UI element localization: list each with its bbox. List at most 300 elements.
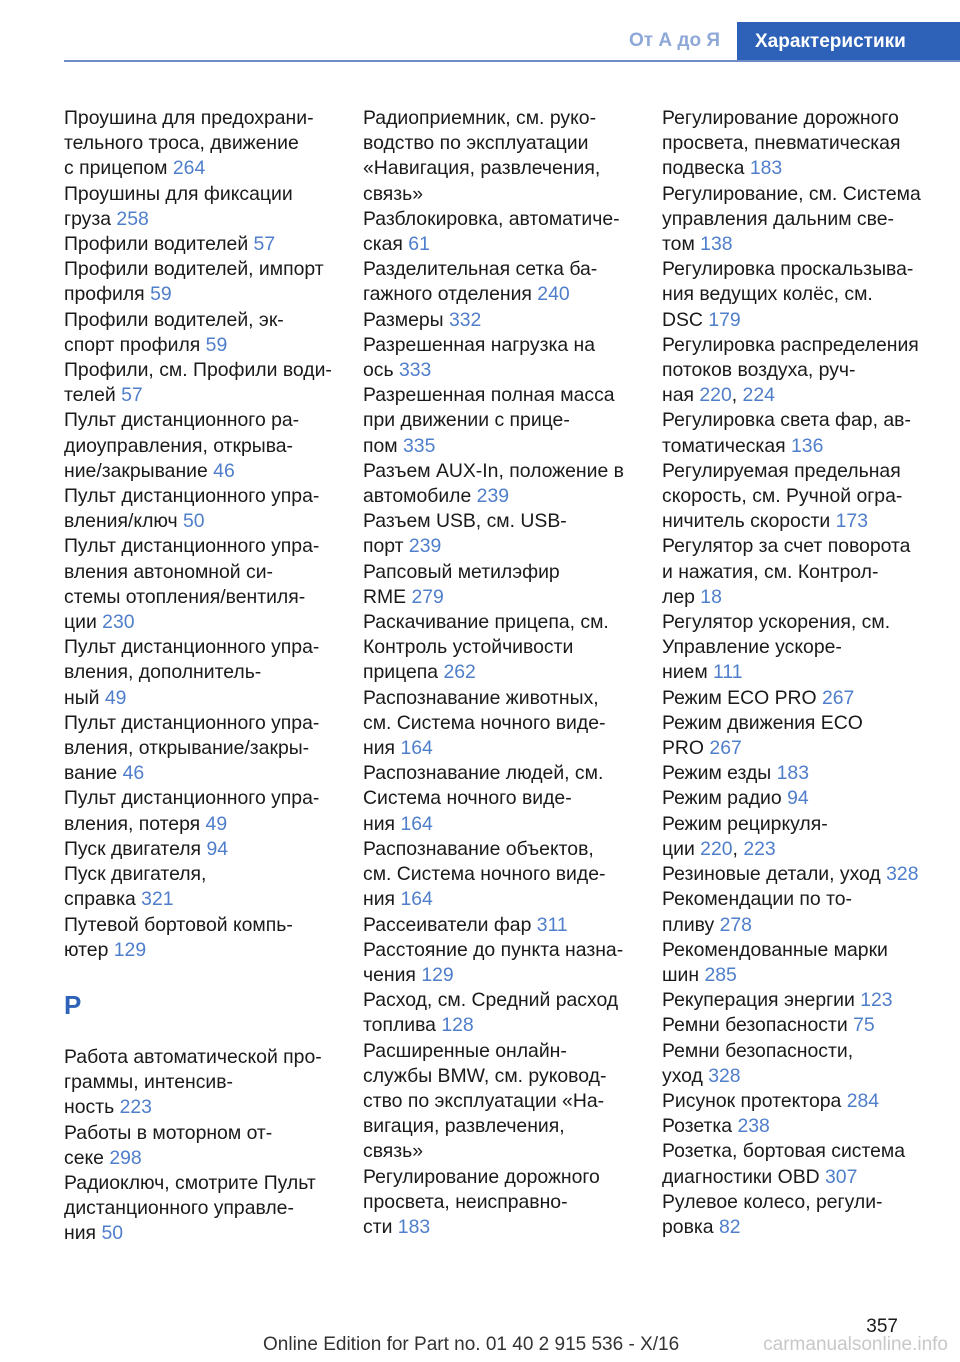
- index-entry: [662, 887, 952, 937]
- entry-text: Распознавание объектов,: [363, 837, 594, 860]
- entry-line: [64, 736, 332, 761]
- entry-line: [662, 1089, 952, 1114]
- page-link[interactable]: 335: [403, 434, 436, 457]
- entry-text: шин: [662, 963, 705, 986]
- section-tab[interactable]: Характеристики: [737, 22, 960, 62]
- entry-line: [64, 635, 332, 660]
- index-entry: [662, 459, 952, 535]
- entry-text: просвета, неисправно‐: [363, 1190, 568, 1213]
- entry-line: [64, 560, 332, 585]
- entry-line: [64, 1171, 332, 1196]
- entry-line: [64, 1095, 332, 1120]
- entry-line: [662, 786, 952, 811]
- index-entry: [662, 988, 952, 1013]
- entry-text: прицепа: [363, 661, 444, 684]
- entry-line: [64, 257, 332, 282]
- watermark: carmanualsonline.info: [763, 1334, 948, 1355]
- page-link[interactable]: 138: [700, 233, 733, 256]
- entry-text: пливу: [662, 913, 720, 936]
- entry-line: [64, 711, 332, 736]
- page-link[interactable]: 321: [141, 888, 174, 911]
- entry-text: Радиоприемник, см. руко‐: [363, 107, 597, 129]
- entry-line: [662, 1190, 952, 1215]
- index-entry: [64, 232, 332, 257]
- entry-text: Рисунок протектора: [662, 1089, 847, 1112]
- entry-line: [363, 434, 633, 459]
- entry-text: просвета, пневматическая: [662, 132, 901, 155]
- entry-text: ничитель скорости: [662, 510, 836, 533]
- page-link[interactable]: 164: [400, 812, 433, 835]
- entry-line: [662, 635, 952, 660]
- entry-line: [662, 207, 952, 232]
- index-entry: [363, 761, 633, 837]
- entry-line: [662, 686, 952, 711]
- page-link[interactable]: 94: [787, 787, 809, 810]
- entry-line: [363, 913, 633, 938]
- entry-text: диоуправления, открыва‐: [64, 434, 294, 457]
- entry-text: спорт профиля: [64, 333, 206, 356]
- entry-line: [662, 938, 952, 963]
- entry-line: [64, 887, 332, 912]
- entry-text: Рассеиватели фар: [363, 913, 537, 936]
- page-link[interactable]: 46: [213, 459, 235, 482]
- entry-line: [662, 610, 952, 635]
- entry-line: [662, 963, 952, 988]
- entry-text: потоков воздуха, руч‐: [662, 359, 856, 382]
- entry-line: [662, 1039, 952, 1064]
- entry-line: [64, 509, 332, 534]
- entry-text: Профили водителей, эк‐: [64, 308, 284, 331]
- entry-text: Радиоключ, смотрите Пульт: [64, 1171, 316, 1194]
- entry-line: [363, 988, 633, 1013]
- entry-text: Пульт дистанционного упра‐: [64, 787, 320, 810]
- entry-line: [662, 660, 952, 685]
- entry-line: [363, 182, 633, 207]
- entry-text: ная: [662, 384, 700, 407]
- entry-line: [64, 434, 332, 459]
- entry-text: профиля: [64, 283, 151, 306]
- entry-line: [363, 131, 633, 156]
- index-entry: [363, 560, 633, 610]
- page-link[interactable]: 111: [713, 661, 743, 684]
- entry-line: [64, 358, 332, 383]
- index-column-3: [662, 106, 952, 1240]
- entry-text: см. Система ночного виде‐: [363, 711, 606, 734]
- entry-text: уход: [662, 1064, 709, 1087]
- page-link[interactable]: 173: [835, 510, 868, 533]
- entry-text: Разделительная сетка ба‐: [363, 258, 598, 281]
- entry-text: Рекомендации по то‐: [662, 888, 853, 911]
- entry-text: Пуск двигателя,: [64, 863, 207, 886]
- entry-line: [64, 308, 332, 333]
- entry-text: Управление ускоре‐: [662, 636, 842, 659]
- index-entry: [662, 257, 952, 333]
- entry-text: Проушины для фиксации: [64, 182, 293, 205]
- page-link[interactable]: 239: [476, 485, 510, 508]
- entry-line: [363, 282, 633, 307]
- entry-text: Регулятор за счет поворота: [662, 535, 911, 558]
- entry-text: ный: [64, 686, 105, 709]
- entry-line: [363, 484, 633, 509]
- entry-text: ровка: [662, 1215, 719, 1238]
- entry-text: Розетка, бортовая система: [662, 1140, 906, 1163]
- page-link[interactable]: 279: [411, 585, 444, 608]
- index-entry: [363, 1165, 633, 1241]
- entry-line: [662, 282, 952, 307]
- index-entry: [662, 534, 952, 610]
- entry-line: [662, 484, 952, 509]
- entry-line: [64, 333, 332, 358]
- entry-text: Система ночного виде‐: [363, 787, 572, 810]
- entry-line: [662, 459, 952, 484]
- entry-line: [363, 686, 633, 711]
- entry-line: [64, 1221, 332, 1246]
- page-link[interactable]: 285: [704, 963, 737, 986]
- entry-text: Рекуперация энергии: [662, 989, 861, 1012]
- entry-text: Пуск двигателя: [64, 837, 207, 860]
- index-entry: [363, 308, 633, 333]
- entry-text: тельного троса, движение: [64, 132, 299, 155]
- page-link[interactable]: 239: [408, 535, 442, 558]
- entry-line: [64, 761, 332, 786]
- entry-text: вления, дополнитель‐: [64, 661, 262, 684]
- entry-text: управления дальним све‐: [662, 207, 894, 230]
- page-link[interactable]: 284: [846, 1089, 880, 1112]
- page-link[interactable]: 61: [408, 233, 430, 256]
- page-link[interactable]: 262: [443, 661, 476, 684]
- index-entry: [363, 106, 633, 207]
- page-link[interactable]: 136: [791, 434, 824, 457]
- entry-line: [64, 282, 332, 307]
- entry-text: секе: [64, 1146, 110, 1169]
- index-entry: [363, 610, 633, 686]
- entry-line: [64, 1045, 332, 1070]
- page-link[interactable]: 129: [113, 938, 147, 961]
- entry-text: Разрешенная полная масса: [363, 384, 615, 407]
- entry-line: [64, 1070, 332, 1095]
- entry-text: Ремни безопасности,: [662, 1039, 854, 1062]
- entry-text: Профили, см. Профили води‐: [64, 359, 332, 382]
- page-link[interactable]: 223: [743, 837, 776, 860]
- entry-line: [64, 610, 332, 635]
- entry-text: Регулировка распределения: [662, 333, 919, 356]
- entry-text: связь»: [363, 1140, 424, 1163]
- page-link[interactable]: 50: [101, 1222, 124, 1245]
- page-link[interactable]: 220: [700, 837, 733, 860]
- entry-line: [662, 106, 952, 131]
- entry-line: [64, 660, 332, 685]
- entry-text: ось: [363, 359, 399, 382]
- section-letter: Р: [64, 989, 82, 1020]
- entry-line: [363, 761, 633, 786]
- page-link[interactable]: 183: [749, 157, 783, 180]
- index-entry: [64, 534, 332, 635]
- entry-text: и нажатия, см. Контрол‐: [662, 560, 879, 583]
- entry-line: [363, 1139, 633, 1164]
- entry-line: [64, 232, 332, 257]
- page-link[interactable]: 179: [708, 308, 741, 331]
- entry-text: Регулирование дорожного: [662, 107, 899, 129]
- entry-line: [662, 837, 952, 862]
- page-link[interactable]: 123: [860, 989, 893, 1012]
- index-entry: [662, 812, 952, 862]
- entry-text: подвеска: [662, 157, 750, 180]
- page-link[interactable]: 332: [448, 308, 482, 331]
- entry-line: [363, 1114, 633, 1139]
- entry-line: [363, 711, 633, 736]
- page-link[interactable]: 224: [742, 384, 775, 407]
- edition-footer: Online Edition for Part no. 01 40 2 915 536 - X/16: [263, 1334, 680, 1355]
- index-entry: [64, 837, 332, 862]
- page-link[interactable]: 164: [400, 888, 433, 911]
- entry-line: [64, 938, 332, 963]
- entry-text: Регулирование дорожного: [363, 1165, 600, 1188]
- entry-text: вления автономной си‐: [64, 560, 274, 583]
- entry-text: Пульт дистанционного упра‐: [64, 535, 320, 558]
- index-entry: [662, 1089, 952, 1114]
- entry-text: Пульт дистанционного упра‐: [64, 636, 320, 659]
- entry-text: дистанционного управле‐: [64, 1197, 294, 1220]
- page-link[interactable]: 129: [421, 963, 454, 986]
- page-link[interactable]: 57: [253, 233, 276, 256]
- entry-text: DSC: [662, 308, 709, 331]
- entry-text: Размеры: [363, 308, 449, 331]
- entry-text: Регулирование, см. Система: [662, 182, 921, 205]
- entry-text: Пульт дистанционного ра‐: [64, 409, 300, 432]
- page-link[interactable]: 220: [699, 384, 732, 407]
- entry-text: вления/ключ: [64, 510, 184, 533]
- entry-text: см. Система ночного виде‐: [363, 863, 606, 886]
- index-entry: [662, 1114, 952, 1139]
- entry-line: [662, 1013, 952, 1038]
- page-link[interactable]: 49: [205, 812, 228, 835]
- page-link[interactable]: 267: [821, 686, 855, 709]
- page-link[interactable]: 223: [119, 1096, 152, 1119]
- entry-line: [662, 509, 952, 534]
- page-link[interactable]: 50: [183, 510, 205, 533]
- entry-line: [363, 1013, 633, 1038]
- entry-line: [662, 1064, 952, 1089]
- index-entry: [662, 1013, 952, 1038]
- page-separator: ,: [732, 837, 744, 860]
- page-link[interactable]: 238: [737, 1115, 770, 1138]
- entry-line: [64, 106, 332, 131]
- entry-line: [662, 182, 952, 207]
- entry-line: [363, 938, 633, 963]
- entry-text: Разрешенная нагрузка на: [363, 333, 596, 356]
- entry-line: [64, 156, 332, 181]
- entry-text: Работа автоматической про‐: [64, 1045, 322, 1068]
- index-entry: [662, 408, 952, 458]
- entry-line: [363, 207, 633, 232]
- page-link[interactable]: 311: [536, 913, 568, 936]
- page-link[interactable]: 267: [709, 737, 742, 760]
- entry-line: [662, 887, 952, 912]
- page-link[interactable]: 128: [441, 1014, 474, 1037]
- entry-text: ния ведущих колёс, см.: [662, 283, 873, 306]
- page-separator: ,: [731, 384, 743, 407]
- entry-line: [363, 837, 633, 862]
- entry-line: [363, 812, 633, 837]
- entry-text: Профили водителей: [64, 233, 254, 256]
- entry-text: Резиновые детали, уход: [662, 863, 887, 886]
- index-entry: [363, 383, 633, 459]
- entry-line: [662, 257, 952, 282]
- index-entry: [64, 913, 332, 963]
- entry-text: ство по эксплуатации «На‐: [363, 1089, 605, 1112]
- page-link[interactable]: 183: [776, 762, 809, 785]
- page-link[interactable]: 164: [400, 737, 433, 760]
- entry-text: вание: [64, 762, 123, 785]
- entry-text: Разъем AUX-In, положение в: [363, 459, 624, 482]
- page-link[interactable]: 328: [708, 1064, 741, 1087]
- entry-text: Режим рециркуля‐: [662, 812, 828, 835]
- entry-text: Проушина для предохрани‐: [64, 107, 314, 129]
- index-entry: [662, 1039, 952, 1089]
- entry-line: [64, 207, 332, 232]
- page-link[interactable]: 258: [116, 207, 149, 230]
- entry-text: топлива: [363, 1014, 442, 1037]
- index-entry: [662, 1190, 952, 1240]
- index-entry: [662, 106, 952, 182]
- entry-text: Распознавание животных,: [363, 686, 599, 709]
- entry-line: [363, 660, 633, 685]
- entry-line: [64, 459, 332, 484]
- page-link[interactable]: 183: [397, 1215, 431, 1238]
- page-link[interactable]: 82: [718, 1215, 741, 1238]
- entry-line: [662, 736, 952, 761]
- page-link[interactable]: 46: [122, 762, 145, 785]
- entry-line: [662, 408, 952, 433]
- page-link[interactable]: 59: [205, 333, 228, 356]
- entry-text: Расход, см. Средний расход: [363, 989, 619, 1012]
- breadcrumb[interactable]: От А до Я: [629, 30, 720, 51]
- entry-line: [662, 308, 952, 333]
- entry-text: пом: [363, 434, 404, 457]
- page-link[interactable]: 230: [102, 611, 135, 634]
- entry-text: лер: [662, 585, 701, 608]
- entry-line: [363, 232, 633, 257]
- entry-text: граммы, интенсив‐: [64, 1071, 233, 1094]
- page-link[interactable]: 49: [104, 686, 127, 709]
- entry-text: PRO: [662, 737, 710, 760]
- entry-text: Путевой бортовой компь‐: [64, 913, 293, 936]
- entry-text: Пульт дистанционного упра‐: [64, 711, 320, 734]
- index-entry: [64, 1045, 332, 1121]
- index-entry: [363, 686, 633, 762]
- entry-line: [363, 862, 633, 887]
- entry-text: Контроль устойчивости: [363, 636, 574, 659]
- entry-line: [64, 786, 332, 811]
- entry-line: [363, 534, 633, 559]
- index-entry: [64, 257, 332, 307]
- index-entry: [662, 610, 952, 686]
- index-column-2: [363, 106, 633, 1240]
- page-link[interactable]: 94: [206, 837, 229, 860]
- index-entry: [662, 938, 952, 988]
- entry-text: справка: [64, 888, 142, 911]
- index-entry: [662, 1139, 952, 1189]
- index-entry: [363, 988, 633, 1038]
- entry-line: [662, 988, 952, 1013]
- entry-line: [363, 786, 633, 811]
- entry-line: [64, 1121, 332, 1146]
- entry-line: [662, 560, 952, 585]
- page-header: [0, 0, 960, 64]
- index-entry: [64, 635, 332, 711]
- entry-text: Расширенные онлайн-: [363, 1039, 567, 1062]
- page-link[interactable]: 333: [398, 359, 432, 382]
- page-link[interactable]: 59: [150, 283, 172, 306]
- page-link[interactable]: 57: [121, 384, 143, 407]
- index-entry: [662, 786, 952, 811]
- entry-line: [363, 106, 633, 131]
- index-entry: [363, 837, 633, 913]
- entry-text: Режим ECO PRO: [662, 686, 822, 709]
- page-number: 357: [866, 1316, 898, 1337]
- page-link[interactable]: 298: [109, 1146, 142, 1169]
- entry-line: [363, 1039, 633, 1064]
- entry-text: ния: [363, 888, 401, 911]
- entry-text: Регулировка проскальзыва‐: [662, 258, 914, 281]
- entry-text: ния: [64, 1222, 102, 1245]
- entry-line: [363, 308, 633, 333]
- page-link[interactable]: 75: [853, 1014, 875, 1037]
- entry-text: сти: [363, 1215, 398, 1238]
- entry-line: [363, 408, 633, 433]
- entry-text: Профили водителей, импорт: [64, 258, 324, 281]
- entry-text: Рекомендованные марки: [662, 938, 888, 961]
- entry-text: томатическая: [662, 434, 792, 457]
- entry-text: с прицепом: [64, 157, 173, 180]
- index-entry: [363, 257, 633, 307]
- index-entry: [662, 761, 952, 786]
- entry-line: [363, 383, 633, 408]
- index-entry: [662, 182, 952, 258]
- entry-text: стемы отопления/вентиля‐: [64, 585, 306, 608]
- entry-text: Регулируемая предельная: [662, 459, 901, 482]
- entry-line: [662, 534, 952, 559]
- entry-line: [662, 1215, 952, 1240]
- entry-text: связь»: [363, 182, 424, 205]
- entry-text: Режим радио: [662, 787, 788, 810]
- entry-text: службы BMW, см. руковод‐: [363, 1064, 607, 1087]
- entry-line: [662, 812, 952, 837]
- index-entry: [662, 333, 952, 409]
- entry-text: автомобиле: [363, 485, 477, 508]
- page-link[interactable]: 307: [825, 1165, 858, 1188]
- entry-line: [662, 358, 952, 383]
- entry-text: Работы в моторном от‐: [64, 1121, 273, 1144]
- entry-line: [363, 156, 633, 181]
- entry-line: [64, 585, 332, 610]
- page-link[interactable]: 240: [537, 283, 570, 306]
- page-link[interactable]: 328: [886, 863, 919, 886]
- page-link[interactable]: 264: [172, 157, 206, 180]
- entry-text: Режим движения ECO: [662, 711, 863, 734]
- entry-text: RME: [363, 585, 412, 608]
- entry-line: [662, 862, 952, 887]
- page-link[interactable]: 18: [700, 585, 722, 608]
- entry-text: ность: [64, 1096, 120, 1119]
- entry-line: [363, 560, 633, 585]
- entry-line: [662, 1114, 952, 1139]
- entry-line: [662, 333, 952, 358]
- entry-text: Расстояние до пункта назна‐: [363, 938, 624, 961]
- index-entry: [363, 1039, 633, 1165]
- page-link[interactable]: 278: [719, 913, 752, 936]
- index-entry: [662, 686, 952, 711]
